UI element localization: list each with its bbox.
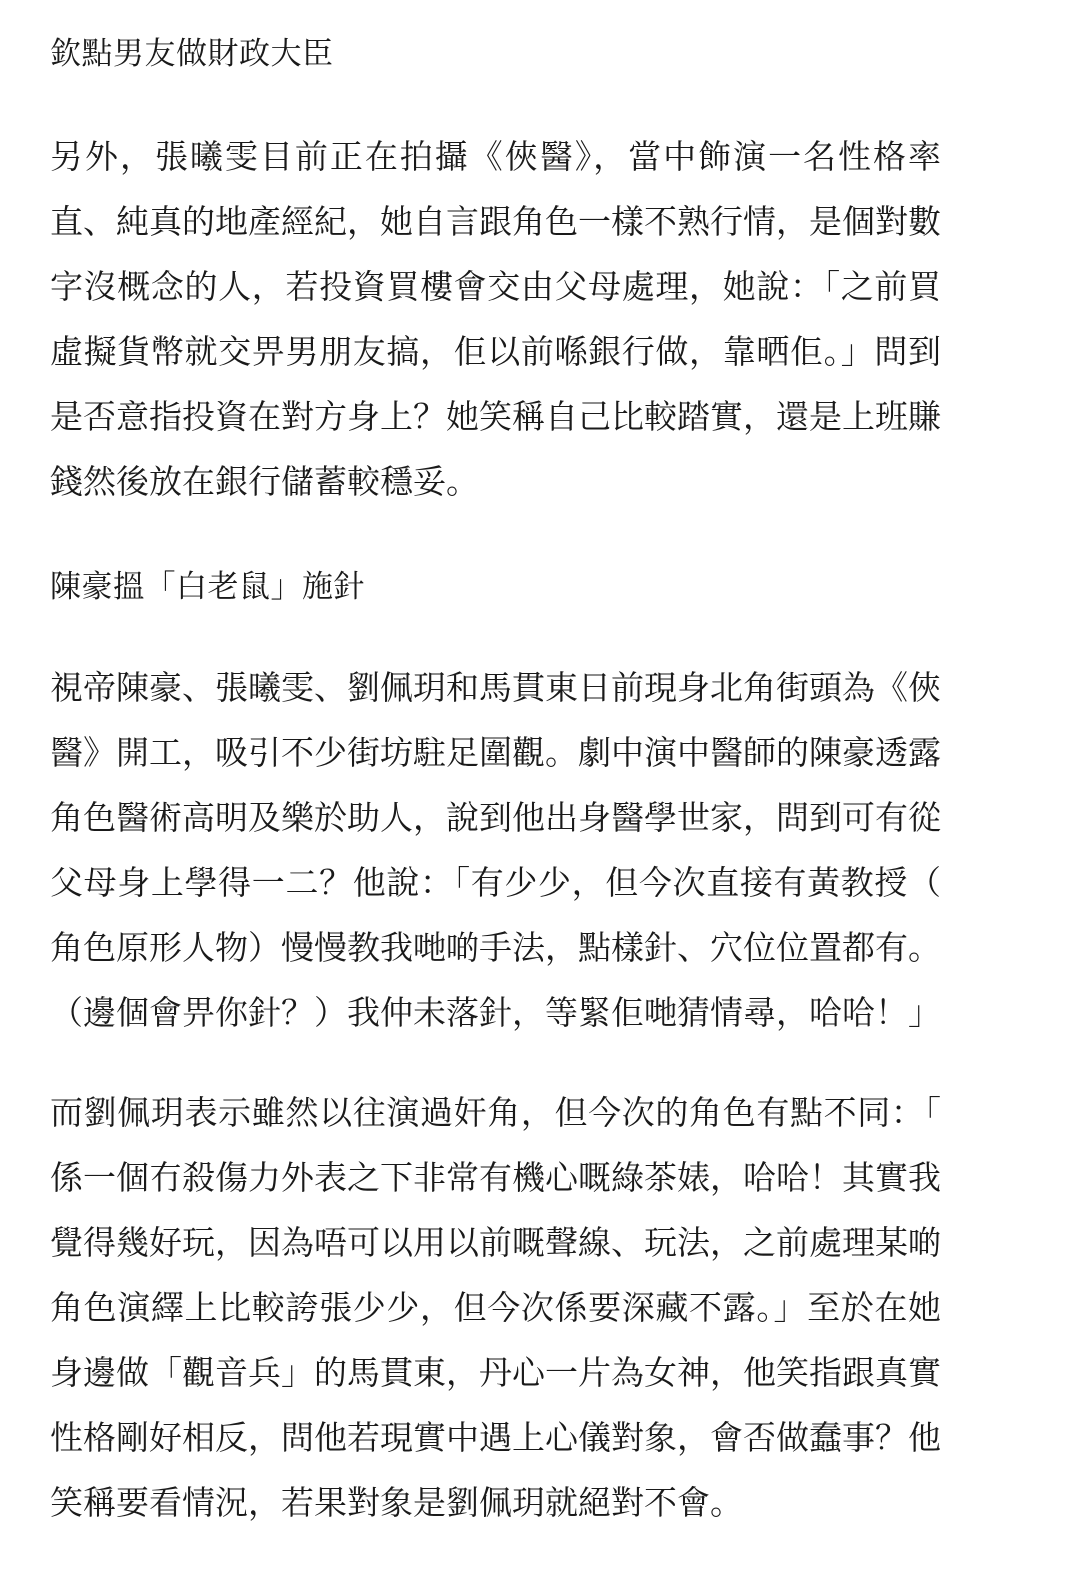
paragraph-line: 虛擬貨幣就交畀男朋友搞，佢以前喺銀行做，靠晒佢。」問到 [50, 332, 941, 371]
paragraph-line: 是否意指投資在對方身上？她笑稱自己比較踏實，還是上班賺 [50, 397, 941, 436]
paragraph-line: 性格剛好相反，問他若現實中遇上心儀對象，會否做蠢事？他 [50, 1418, 941, 1457]
paragraph-3 [50, 1080, 941, 1535]
paragraph-line: 角色醫術高明及樂於助人，說到他出身醫學世家，問到可有從 [50, 798, 941, 837]
paragraph-line: 直、純真的地產經紀，她自言跟角色一樣不熟行情，是個對數 [50, 202, 941, 241]
paragraph-line: 父母身上學得一二？他說：「有少少，但今次直接有黃教授（ [50, 863, 941, 902]
paragraph-line: 身邊做「觀音兵」的馬貫東，丹心一片為女神，他笑指跟真實 [50, 1353, 941, 1392]
paragraph-line: 另外，張曦雯目前正在拍攝《俠醫》，當中飾演一名性格率 [50, 137, 941, 176]
paragraph-line: 覺得幾好玩，因為唔可以用以前嘅聲線、玩法，之前處理某啲 [50, 1223, 941, 1262]
paragraph-line: 錢然後放在銀行儲蓄較穩妥。 [50, 462, 479, 501]
paragraph-line: 視帝陳豪、張曦雯、劉佩玥和馬貫東日前現身北角街頭為《俠 [50, 668, 941, 707]
section-heading-2: 陳豪搵「白老鼠」施針 [50, 569, 365, 605]
paragraph-line: （邊個會畀你針？）我仲未落針，等緊佢哋猜情尋，哈哈！」 [50, 993, 941, 1032]
paragraph-line: 字沒概念的人，若投資買樓會交由父母處理，她說：「之前買 [50, 267, 941, 306]
paragraph-line: 而劉佩玥表示雖然以往演過奸角，但今次的角色有點不同：「 [50, 1093, 941, 1132]
paragraph-line: 角色原形人物）慢慢教我哋啲手法，點樣針、穴位位置都有。 [50, 928, 941, 967]
paragraph-line: 角色演繹上比較誇張少少，但今次係要深藏不露。」至於在她 [50, 1288, 941, 1327]
paragraph-2 [50, 655, 941, 1045]
paragraph-1 [50, 124, 941, 514]
paragraph-line: 笑稱要看情況，若果對象是劉佩玥就絕對不會。 [50, 1483, 743, 1522]
paragraph-line: 係一個冇殺傷力外表之下非常有機心嘅綠茶婊，哈哈！其實我 [50, 1158, 941, 1197]
paragraph-line: 醫》開工，吸引不少街坊駐足圍觀。劇中演中醫師的陳豪透露 [50, 733, 941, 772]
section-heading-1: 欽點男友做財政大臣 [50, 36, 334, 72]
